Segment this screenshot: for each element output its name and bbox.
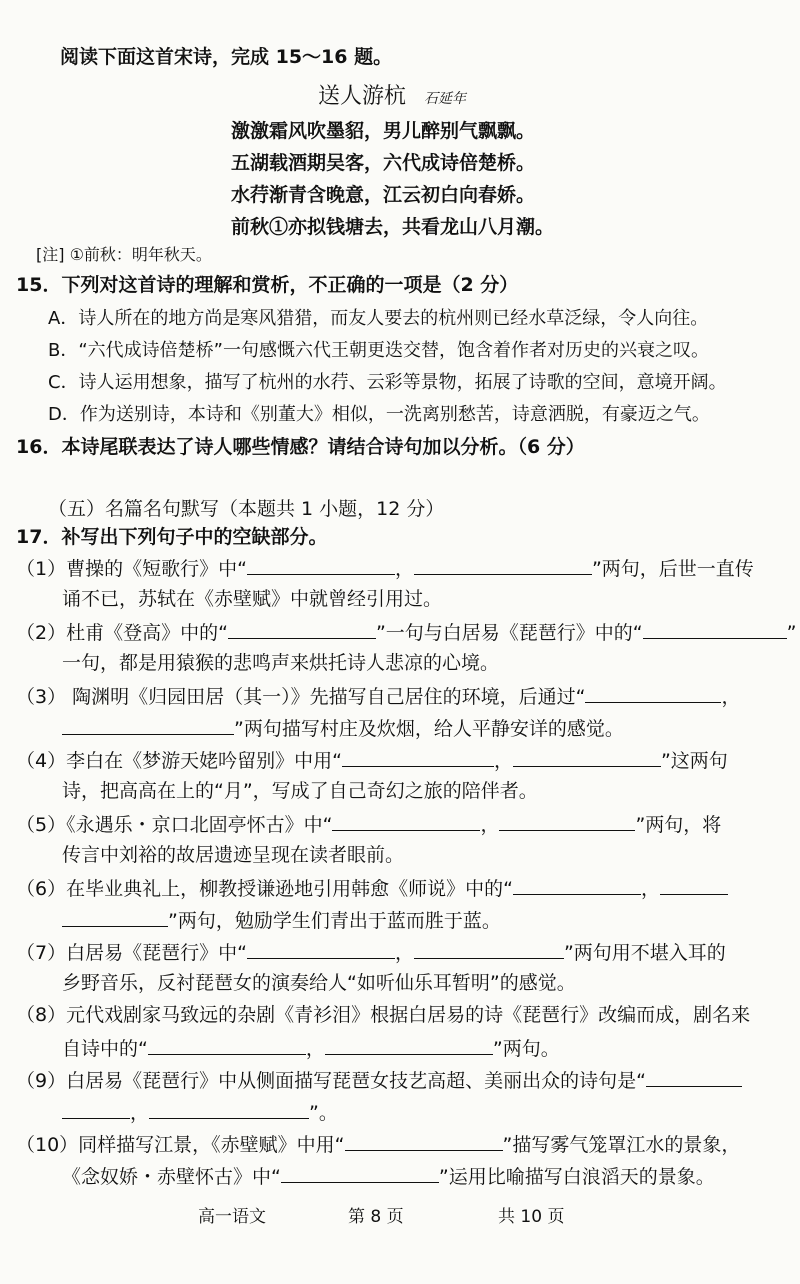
q15-stem: 15．下列对这首诗的理解和赏析，不正确的一项是（2 分） [16, 274, 519, 296]
answer-blank[interactable] [325, 1034, 493, 1055]
q17-item-9-line2: ， ”。 [62, 1098, 338, 1126]
answer-blank[interactable] [332, 810, 480, 831]
q17-item-10-line1: （10）同样描写江景，《赤壁赋》中用“ ”描写雾气笼罩江水的景象， [16, 1130, 740, 1158]
reading-intro: 阅读下面这首宋诗，完成 15～16 题。 [60, 46, 393, 68]
poem-line: 五湖载酒期吴客，六代成诗倍楚桥。 [231, 152, 536, 174]
answer-blank[interactable] [342, 746, 494, 767]
answer-blank[interactable] [148, 1034, 306, 1055]
q17-item-7-line2: 乡野音乐，反衬琵琶女的演奏给人“如听仙乐耳暂明”的感觉。 [62, 972, 576, 994]
q17-item-3-line1: （3） 陶渊明《归园田居（其一）》先描写自己居住的环境，后通过“ ， [16, 682, 741, 710]
q17-item-7-line1: （7）白居易《琵琶行》中“ ， ”两句用不堪入耳的 [16, 938, 726, 966]
answer-blank[interactable] [499, 810, 635, 831]
answer-blank[interactable] [646, 1066, 742, 1087]
q17-item-5-line1: （5）《永遇乐・京口北固亭怀古》中“ ， ”两句，将 [16, 810, 721, 838]
q17-item-8-line1: （8）元代戏剧家马致远的杂剧《青衫泪》根据白居易的诗《琵琶行》改编而成，剧名来 [16, 1004, 751, 1026]
answer-blank[interactable] [247, 554, 395, 575]
section-five-heading: （五）名篇名句默写（本题共 1 小题，12 分） [48, 498, 445, 520]
answer-blank[interactable] [643, 618, 787, 639]
poem-title: 送人游杭 [318, 84, 407, 109]
q17-item-1-line1: （1）曹操的《短歌行》中“ ， ”两句，后世一直传 [16, 554, 754, 582]
poem-author: 石延年 [424, 91, 467, 107]
q17-item-6-line2: ”两句，勉励学生们青出于蓝而胜于蓝。 [62, 906, 501, 934]
answer-blank[interactable] [247, 938, 395, 959]
answer-blank[interactable] [345, 1130, 503, 1151]
poem-line: 激激霜风吹墨貂，男儿醉别气飘飘。 [231, 120, 536, 142]
answer-blank[interactable] [62, 1098, 130, 1119]
q17-item-9-line1: （9）白居易《琵琶行》中从侧面描写琵琶女技艺高超、美丽出众的诗句是“ [16, 1066, 742, 1094]
q15-option-d: D．作为送别诗，本诗和《别董大》相似，一洗离别愁苦，诗意洒脱，有豪迈之气。 [48, 404, 710, 425]
q17-item-6-line1: （6）在毕业典礼上，柳教授谦逊地引用韩愈《师说》中的“ ， [16, 874, 728, 902]
q17-item-4-line1: （4）李白在《梦游天姥吟留别》中用“ ， ”这两句 [16, 746, 728, 774]
answer-blank[interactable] [281, 1162, 439, 1183]
q17-item-2-line2: 一句，都是用猿猴的悲鸣声来烘托诗人悲凉的心境。 [62, 652, 500, 674]
q17-item-1-line2: 诵不已，苏轼在《赤壁赋》中就曾经引用过。 [62, 588, 443, 610]
poem-line: 前秋①亦拟钱塘去，共看龙山八月潮。 [231, 216, 555, 238]
footer-page-number: 第 8 页 [348, 1207, 404, 1227]
q17-item-8-line2: 自诗中的“ ， ”两句。 [62, 1034, 560, 1062]
q17-stem: 17．补写出下列句子中的空缺部分。 [16, 526, 328, 548]
q17-item-2-line1: （2）杜甫《登高》中的“ ”一句与白居易《琵琶行》中的“ ” [16, 618, 796, 646]
q17-item-4-line2: 诗，把高高在上的“月”，写成了自己奇幻之旅的陪伴者。 [62, 780, 538, 802]
answer-blank[interactable] [513, 874, 641, 895]
q15-option-b: B．“六代成诗倍楚桥”一句感慨六代王朝更迭交替，饱含着作者对历史的兴衰之叹。 [48, 340, 709, 361]
poem-title-line [318, 84, 466, 112]
q15-option-c: C．诗人运用想象，描写了杭州的水荇、云彩等景物，拓展了诗歌的空间，意境开阔。 [48, 372, 727, 393]
q17-item-10-line2: 《念奴娇・赤壁怀古》中“ ”运用比喻描写白浪滔天的景象。 [62, 1162, 715, 1190]
answer-blank[interactable] [585, 682, 721, 703]
q17-item-5-line2: 传言中刘裕的故居遗迹呈现在读者眼前。 [62, 844, 405, 866]
q15-option-a: A．诗人所在的地方尚是寒风猎猎，而友人要去的杭州则已经水草泛绿，令人向往。 [48, 308, 709, 329]
footer-subject: 高一语文 [198, 1207, 266, 1227]
footer-total-pages: 共 10 页 [498, 1207, 565, 1227]
poem-note: [注] ①前秋：明年秋天。 [36, 245, 212, 264]
answer-blank[interactable] [228, 618, 376, 639]
answer-blank[interactable] [149, 1098, 309, 1119]
poem-line: 水荇渐青含晚意，江云初白向春娇。 [231, 184, 536, 206]
answer-blank[interactable] [62, 714, 234, 735]
q17-item-3-line2: ”两句描写村庄及炊烟，给人平静安详的感觉。 [62, 714, 624, 742]
answer-blank[interactable] [62, 906, 168, 927]
answer-blank[interactable] [414, 938, 564, 959]
answer-blank[interactable] [660, 874, 728, 895]
q16-stem: 16．本诗尾联表达了诗人哪些情感？请结合诗句加以分析。（6 分） [16, 436, 585, 458]
answer-blank[interactable] [414, 554, 592, 575]
answer-blank[interactable] [513, 746, 661, 767]
